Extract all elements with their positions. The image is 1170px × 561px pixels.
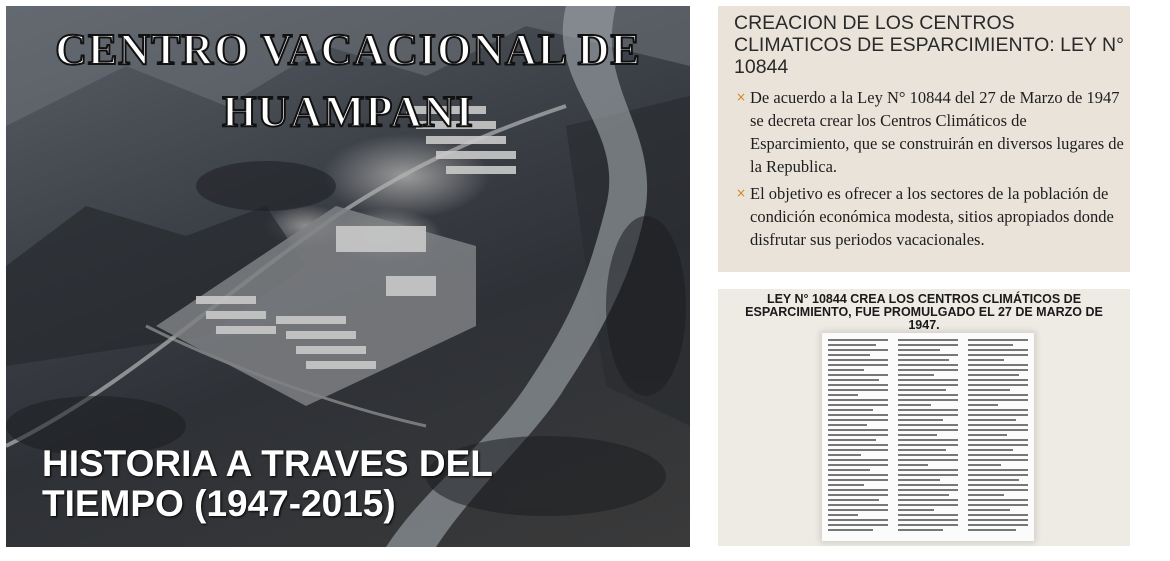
law-info-panel xyxy=(718,6,1130,272)
document-panel xyxy=(718,289,1130,546)
photo-caption-line1: HISTORIA A TRAVES DEL xyxy=(42,443,493,484)
bullet-text: De acuerdo a la Ley N° 10844 del 27 de Marzo de 1947 se decreta crear los Centros Climáticos de Esparcimiento, que se construirán en diversos lugares de la Republica. xyxy=(750,88,1124,176)
law-document-image xyxy=(822,333,1034,541)
bullet-text: El objetivo es ofrecer a los sectores de la población de condición económica modesta, sitios apropiados donde disfrutar sus periodos vacacionales. xyxy=(750,184,1114,249)
aerial-photo xyxy=(6,6,690,547)
document-title: LEY N° 10844 CREA LOS CENTROS CLIMÁTICOS DE ESPARCIMIENTO, FUE PROMULGADO EL 27 DE MARZO DE 1947. xyxy=(745,292,1103,332)
bullet-x-icon: × xyxy=(736,90,747,104)
bullet-list xyxy=(736,86,1126,255)
list-item xyxy=(736,182,1126,251)
document-text-column xyxy=(898,339,958,534)
document-text-column xyxy=(968,339,1028,534)
document-text-column xyxy=(828,339,888,534)
photo-caption xyxy=(42,444,493,524)
list-item xyxy=(736,86,1126,178)
photo-title-line1: CENTRO VACACIONAL DE xyxy=(55,25,641,74)
bullet-x-icon: × xyxy=(736,186,747,200)
info-title: CREACION DE LOS CENTROS CLIMATICOS DE ESPARCIMIENTO: LEY N° 10844 xyxy=(734,12,1124,78)
photo-title-line2: HUAMPANI xyxy=(222,87,474,136)
photo-caption-line2: TIEMPO (1947-2015) xyxy=(42,483,396,524)
